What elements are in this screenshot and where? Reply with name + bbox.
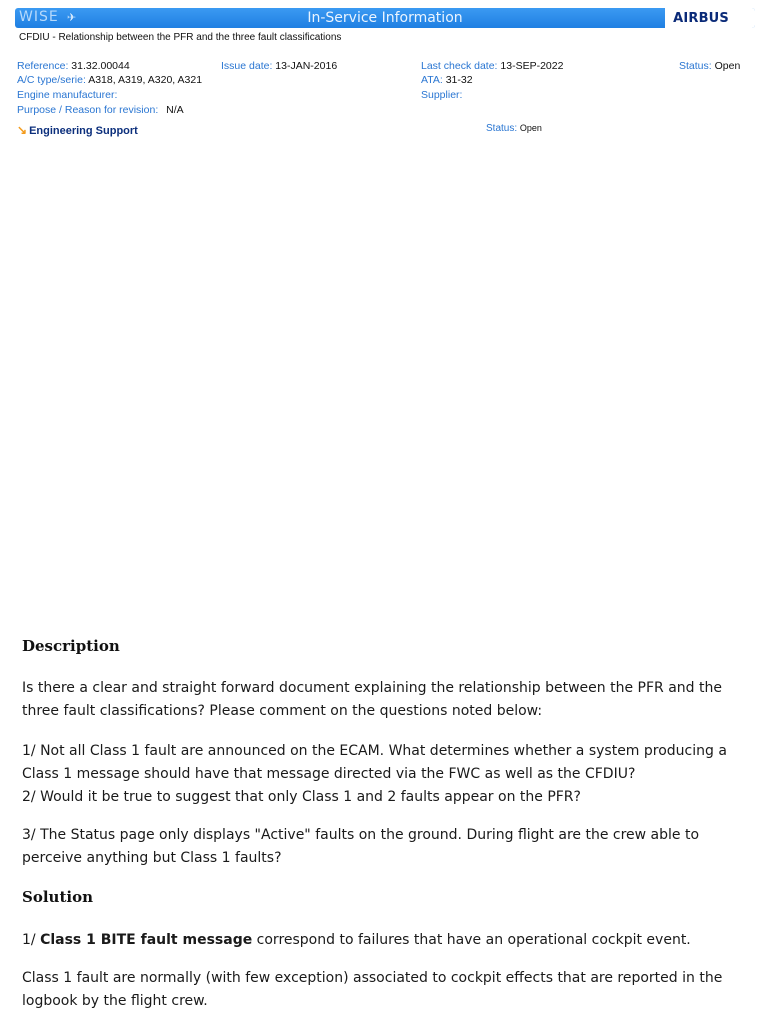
purpose-field <box>17 104 184 116</box>
class1-bite-term: Class 1 BITE fault message <box>40 932 253 948</box>
question-2: 2/ Would it be true to suggest that only Class 1 and 2 faults appear on the PFR? <box>22 789 581 805</box>
document-title: CFDIU - Relationship between the PFR and the three fault classifications <box>19 32 342 43</box>
solution-prefix: 1/ <box>22 932 41 948</box>
support-status-value: Open <box>519 123 542 133</box>
last-check-value: 13-SEP-2022 <box>500 60 564 72</box>
engine-label: Engine manufacturer: <box>17 89 118 101</box>
ata-label: ATA: <box>421 74 443 86</box>
supplier-field <box>421 89 462 101</box>
issue-date-label: Issue date: <box>221 60 273 72</box>
status-field <box>679 60 740 72</box>
last-check-field <box>421 60 563 72</box>
support-status-label: Status: <box>486 123 518 134</box>
reference-field <box>17 60 130 72</box>
solution-heading: Solution <box>22 888 93 906</box>
support-status-field <box>486 123 542 134</box>
engineering-support-link[interactable] <box>17 123 138 137</box>
status-value: Open <box>714 60 741 72</box>
ata-value: 31-32 <box>445 74 473 86</box>
wise-logo: WISE <box>19 9 59 25</box>
plane-icon: ✈ <box>67 11 77 24</box>
question-1: 1/ Not all Class 1 fault are announced on the ECAM. What determines whether a system producing a Class 1 message should have that message directed via the FWC as well as the CFDIU? <box>22 743 727 782</box>
arrow-down-right-icon: ↘ <box>17 123 28 137</box>
reference-label: Reference: <box>17 60 69 72</box>
solution-paragraph-2: Class 1 fault are normally (with few exception) associated to cockpit effects that are reported in the logbook by the flight crew. <box>22 970 723 1009</box>
solution-rest: correspond to failures that have an operational cockpit event. <box>252 932 691 948</box>
reference-value: 31.32.00044 <box>71 60 130 72</box>
purpose-value: N/A <box>166 104 184 116</box>
description-paragraph-2 <box>22 740 748 809</box>
ac-type-field <box>17 74 202 86</box>
ac-type-value: A318, A319, A320, A321 <box>88 74 203 86</box>
supplier-label: Supplier: <box>421 89 463 101</box>
solution-paragraph-1 <box>22 929 748 952</box>
engineering-support-label: Engineering Support <box>29 125 138 137</box>
last-check-label: Last check date: <box>421 60 498 72</box>
ac-type-label: A/C type/serie: <box>17 74 86 86</box>
issue-date-value: 13-JAN-2016 <box>275 60 338 72</box>
description-heading: Description <box>22 637 120 655</box>
ata-field <box>421 74 473 86</box>
description-paragraph-3: 3/ The Status page only displays "Active" faults on the ground. During flight are the crew able to perceive anything but Class 1 faults? <box>22 827 700 866</box>
engine-field <box>17 89 117 101</box>
status-label: Status: <box>679 60 712 72</box>
banner-title: In-Service Information <box>307 10 463 26</box>
airbus-logo: AIRBUS <box>673 11 729 26</box>
purpose-label: Purpose / Reason for revision: <box>17 104 159 116</box>
issue-date-field <box>221 60 337 72</box>
description-paragraph-1: Is there a clear and straight forward document explaining the relationship between the PFR and the three fault classifications? Please comment on the questions noted below: <box>22 680 722 719</box>
header-banner <box>15 8 755 28</box>
